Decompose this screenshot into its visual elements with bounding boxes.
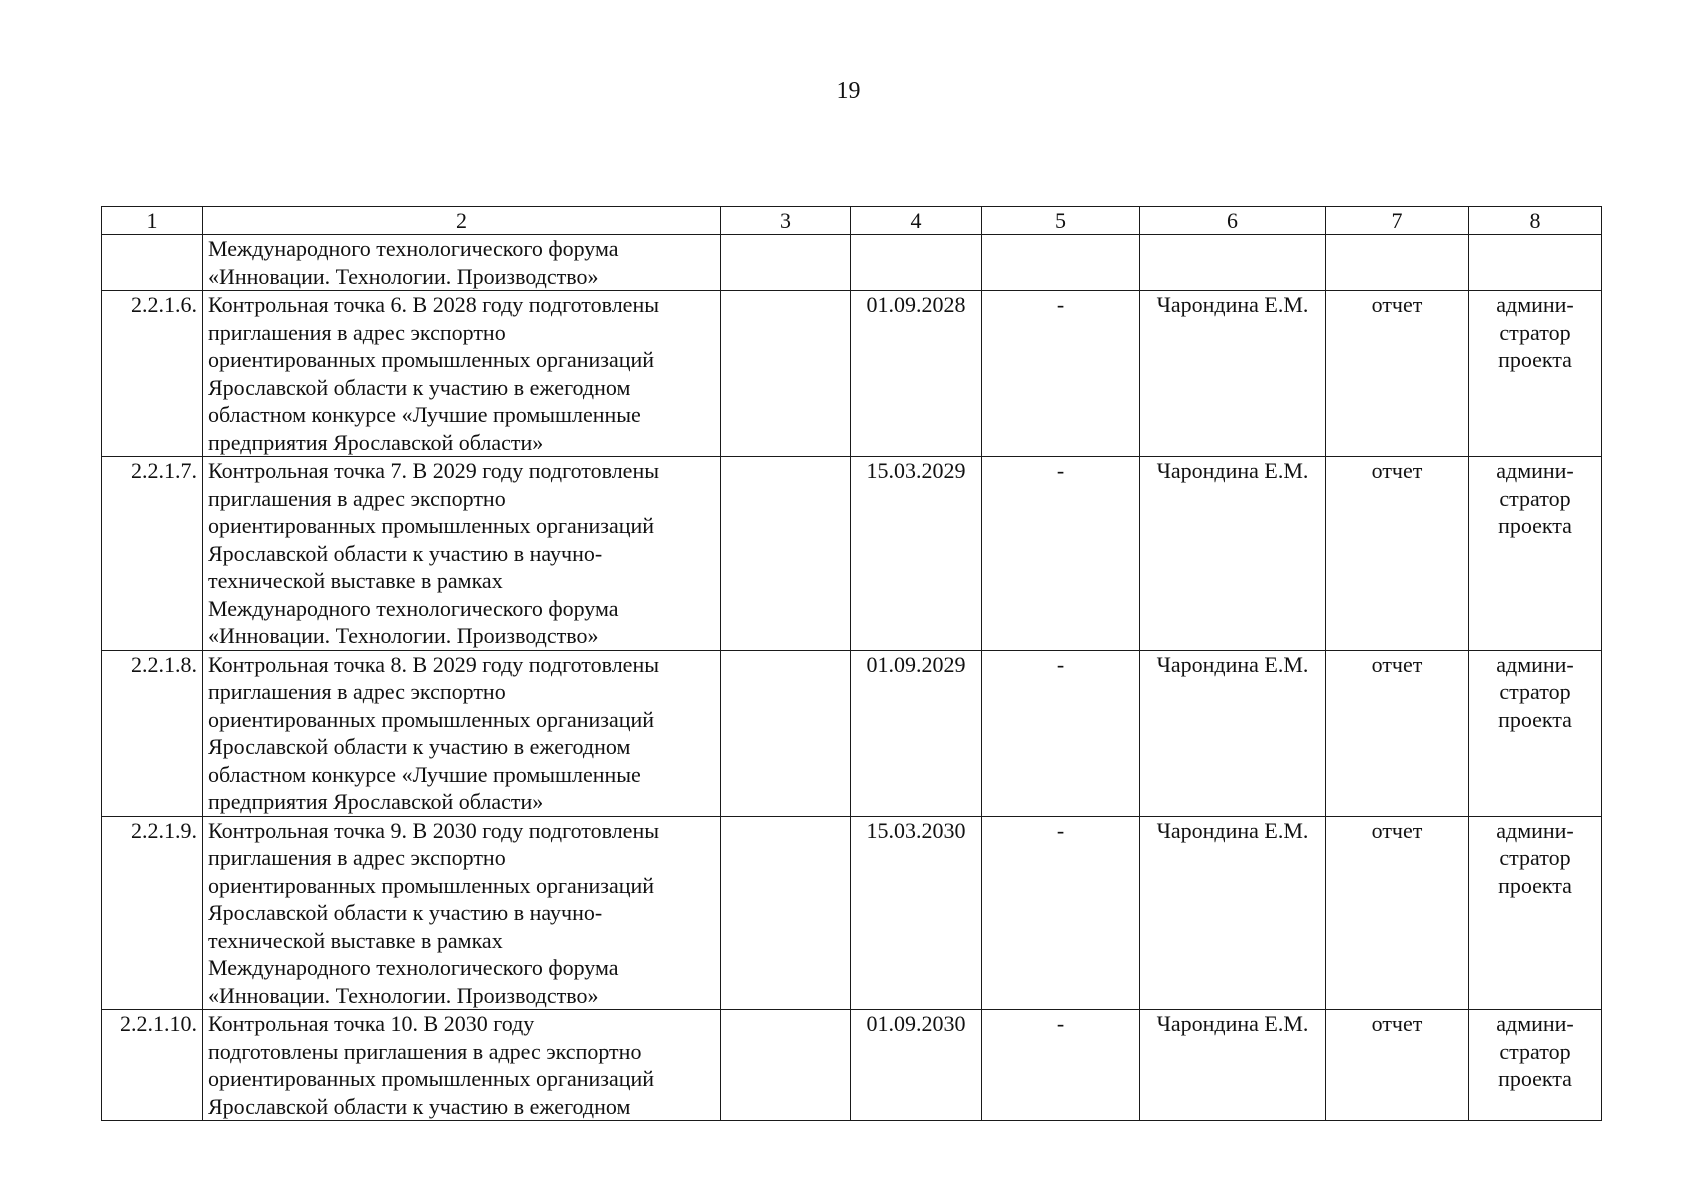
role-line: админи- bbox=[1496, 292, 1574, 317]
date-cell: 15.03.2030 bbox=[851, 816, 982, 1010]
description-line: Контрольная точка 8. В 2029 году подготовлены bbox=[208, 651, 659, 677]
continuation-row bbox=[102, 235, 1602, 291]
description-line: «Инновации. Технологии. Производство» bbox=[208, 263, 599, 289]
role-line: админи- bbox=[1496, 651, 1574, 677]
role-cell bbox=[1469, 650, 1602, 816]
doc-type-cell: отчет bbox=[1326, 1010, 1469, 1121]
date-cell: 01.09.2029 bbox=[851, 650, 982, 816]
column-header: 3 bbox=[721, 207, 851, 235]
role-line: стратор bbox=[1499, 845, 1571, 870]
description-line: областном конкурсе «Лучшие промышленные bbox=[208, 402, 641, 427]
col5-cell: - bbox=[982, 1010, 1140, 1121]
responsible-cell: Чарондина Е.М. bbox=[1140, 1010, 1326, 1121]
role-line: проекта bbox=[1498, 1066, 1572, 1091]
empty-cell bbox=[1326, 235, 1469, 291]
table-row bbox=[102, 816, 1602, 1010]
description-line: приглашения в адрес экспортно bbox=[208, 845, 506, 870]
column-header: 7 bbox=[1326, 207, 1469, 235]
description-line: Ярославской области к участию в научно- bbox=[208, 900, 603, 925]
empty-cell bbox=[721, 235, 851, 291]
description-line: приглашения в адрес экспортно bbox=[208, 485, 506, 511]
description-line: Международного технологического форума bbox=[208, 595, 619, 621]
table-row bbox=[102, 291, 1602, 457]
date-cell: 15.03.2029 bbox=[851, 457, 982, 651]
description-line: «Инновации. Технологии. Производство» bbox=[208, 982, 599, 1008]
role-line: админи- bbox=[1496, 817, 1574, 843]
description-line: приглашения в адрес экспортно bbox=[208, 319, 506, 345]
empty-cell bbox=[1469, 235, 1602, 291]
description-line: ориентированных промышленных организаций bbox=[208, 513, 655, 538]
empty-cell bbox=[851, 235, 982, 291]
description-cell bbox=[203, 816, 721, 1010]
description-cell bbox=[203, 291, 721, 457]
description-line: Контрольная точка 7. В 2029 году подготовлены bbox=[208, 458, 659, 483]
description-line: ориентированных промышленных организаций bbox=[208, 1066, 655, 1091]
role-cell bbox=[1469, 1010, 1602, 1121]
responsible-cell: Чарондина Е.М. bbox=[1140, 816, 1326, 1010]
row-number-cell: 2.2.1.9. bbox=[102, 816, 203, 1010]
col5-cell: - bbox=[982, 457, 1140, 651]
column-header: 6 bbox=[1140, 207, 1326, 235]
table-body bbox=[102, 207, 1602, 1121]
responsible-cell: Чарондина Е.М. bbox=[1140, 650, 1326, 816]
table-header-row bbox=[102, 207, 1602, 235]
description-line: ориентированных промышленных организаций bbox=[208, 347, 655, 372]
row-number-cell: 2.2.1.10. bbox=[102, 1010, 203, 1121]
page-number: 19 bbox=[836, 78, 861, 104]
description-line: предприятия Ярославской области» bbox=[208, 429, 544, 455]
role-line: проекта bbox=[1498, 872, 1572, 898]
description-line: областном конкурсе «Лучшие промышленные bbox=[208, 761, 641, 787]
description-line: предприятия Ярославской области» bbox=[208, 789, 544, 814]
doc-type-cell: отчет bbox=[1326, 457, 1469, 651]
description-line: Контрольная точка 9. В 2030 году подготовлены bbox=[208, 817, 659, 843]
doc-type-cell: отчет bbox=[1326, 816, 1469, 1010]
column-header: 2 bbox=[203, 207, 721, 235]
row-number-cell: 2.2.1.6. bbox=[102, 291, 203, 457]
table-row bbox=[102, 650, 1602, 816]
description-cell bbox=[203, 457, 721, 651]
description-line: Международного технологического форума bbox=[208, 955, 619, 980]
description-line: приглашения в адрес экспортно bbox=[208, 679, 506, 704]
description-line: Ярославской области к участию в ежегодном bbox=[208, 1093, 631, 1119]
column-header: 4 bbox=[851, 207, 982, 235]
empty-cell bbox=[982, 235, 1140, 291]
col3-cell bbox=[721, 1010, 851, 1121]
role-line: админи- bbox=[1496, 458, 1574, 483]
doc-type-cell: отчет bbox=[1326, 291, 1469, 457]
row-number-cell bbox=[102, 235, 203, 291]
description-line: технической выставке в рамках bbox=[208, 568, 503, 593]
description-line: технической выставке в рамках bbox=[208, 927, 503, 953]
role-line: стратор bbox=[1499, 679, 1571, 704]
description-line: подготовлены приглашения в адрес экспортно bbox=[208, 1038, 642, 1064]
table-row bbox=[102, 457, 1602, 651]
description-line: ориентированных промышленных организаций bbox=[208, 872, 655, 898]
table-row bbox=[102, 1010, 1602, 1121]
description-cell bbox=[203, 235, 721, 291]
col3-cell bbox=[721, 650, 851, 816]
description-line: Международного технологического форума bbox=[208, 236, 619, 261]
role-line: проекта bbox=[1498, 513, 1572, 538]
col5-cell: - bbox=[982, 816, 1140, 1010]
description-cell bbox=[203, 650, 721, 816]
column-header: 5 bbox=[982, 207, 1140, 235]
col3-cell bbox=[721, 291, 851, 457]
role-line: проекта bbox=[1498, 706, 1572, 732]
doc-type-cell: отчет bbox=[1326, 650, 1469, 816]
col5-cell: - bbox=[982, 650, 1140, 816]
column-header: 1 bbox=[102, 207, 203, 235]
role-line: проекта bbox=[1498, 347, 1572, 372]
responsible-cell: Чарондина Е.М. bbox=[1140, 291, 1326, 457]
col3-cell bbox=[721, 816, 851, 1010]
description-line: Ярославской области к участию в ежегодном bbox=[208, 734, 631, 759]
description-cell bbox=[203, 1010, 721, 1121]
col5-cell: - bbox=[982, 291, 1140, 457]
date-cell: 01.09.2030 bbox=[851, 1010, 982, 1121]
row-number-cell: 2.2.1.7. bbox=[102, 457, 203, 651]
role-cell bbox=[1469, 457, 1602, 651]
date-cell: 01.09.2028 bbox=[851, 291, 982, 457]
description-line: Ярославской области к участию в ежегодном bbox=[208, 374, 631, 400]
role-line: стратор bbox=[1499, 319, 1571, 345]
role-line: стратор bbox=[1499, 485, 1571, 511]
col3-cell bbox=[721, 457, 851, 651]
description-line: «Инновации. Технологии. Производство» bbox=[208, 623, 599, 648]
row-number-cell: 2.2.1.8. bbox=[102, 650, 203, 816]
description-line: ориентированных промышленных организаций bbox=[208, 706, 655, 732]
role-line: админи- bbox=[1496, 1011, 1574, 1036]
control-points-table bbox=[101, 206, 1602, 1121]
role-cell bbox=[1469, 291, 1602, 457]
role-cell bbox=[1469, 816, 1602, 1010]
responsible-cell: Чарондина Е.М. bbox=[1140, 457, 1326, 651]
description-line: Ярославской области к участию в научно- bbox=[208, 540, 603, 566]
description-line: Контрольная точка 6. В 2028 году подготовлены bbox=[208, 292, 659, 317]
empty-cell bbox=[1140, 235, 1326, 291]
description-line: Контрольная точка 10. В 2030 году bbox=[208, 1011, 535, 1036]
column-header: 8 bbox=[1469, 207, 1602, 235]
role-line: стратор bbox=[1499, 1038, 1571, 1064]
